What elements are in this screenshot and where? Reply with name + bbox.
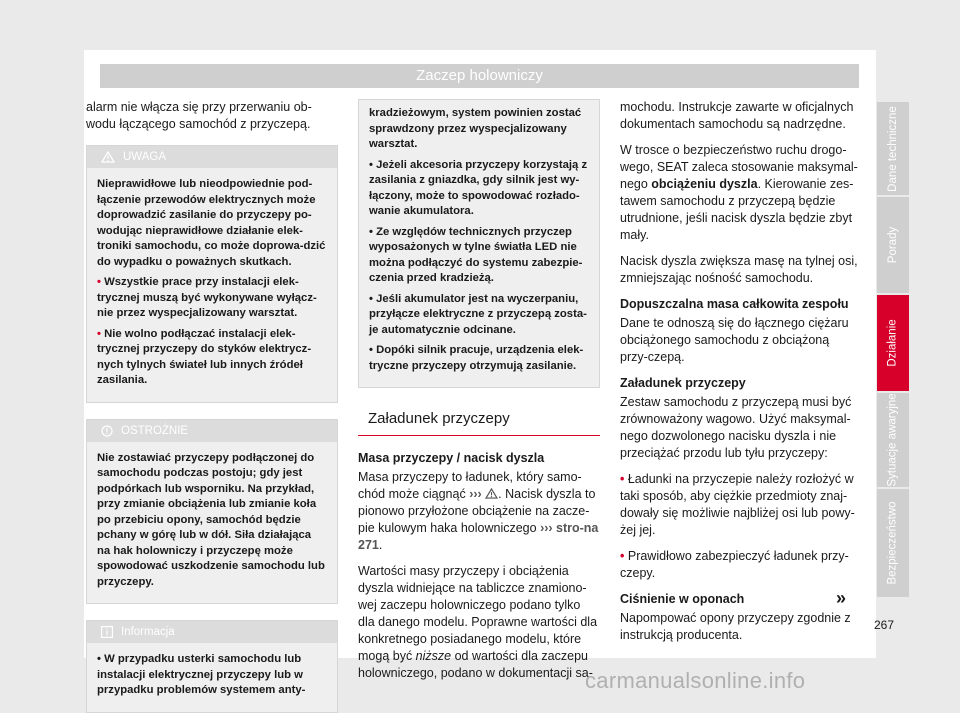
paragraph-loading: Zestaw samochodu z przyczepą musi być zrównoważony wagowo. Użyć maksymal-nego dozwolonego nacisku dyszla i nie przeciążać przodu lub tyłu przyczepy: [620,395,852,460]
subheading-trailer-mass: Masa przyczepy / nacisk dyszla [358,451,545,465]
page-reference-link[interactable]: ››› stro-na 271 [358,521,599,552]
loading-bullet: • Prawidłowo zabezpieczyć ładunek przy-czepy. [620,549,849,580]
column-1 [86,99,338,713]
info-continued-text: kradzieżowym, system powinien zostać sprawdzony przez wyspecjalizowany warsztat. [369,107,582,150]
bullet-icon: • [369,344,377,356]
intro-paragraph: alarm nie włącza się przy przerwaniu ob-wodu łączącego samochód z przyczepą. [86,100,312,131]
continue-mark: » [836,588,847,608]
bullet-icon: • [97,276,105,288]
bullet-icon: • [97,653,105,665]
watermark: carmanualsonline.info [585,668,806,693]
subheading-total-mass: Dopuszczalna masa całkowita zespołu [620,297,849,311]
warning-text: Nieprawidłowe lub nieodpowiednie pod-łączenie przewodów elektrycznych może doprowadzić zasilanie do przyczepy po-wodując nieprawidłowe działanie elek-troniki samochodu, co może doprowa-dzić do wypadku o poważnych skutkach. [97,178,326,268]
paragraph-axle: Nacisk dyszla zwiększa masę na tylnej osi, zmniejszając nośność samochodu. [620,254,858,285]
warning-triangle-icon [101,151,115,163]
bullet-icon: • [369,225,377,238]
section-title: Załadunek przyczepy [358,404,600,436]
tab-bezpieczenstwo[interactable]: Bezpieczeństwo [877,489,909,597]
paragraph-seat: W trosce o bezpieczeństwo ruchu drogo-wego, SEAT zaleca stosowanie maksymal-nego obciążeniu dyszla. Kierowanie zes-tawem samochodu z przyczepą będzie utrudnione, jeśli nacisk dyszla będzie zbyt mały. [620,143,858,242]
caution-box-header [87,420,337,442]
info-icon [101,626,113,638]
warning-box [86,145,338,403]
tab-porady[interactable]: Porady [877,197,909,293]
subheading-loading: Załadunek przyczepy [620,376,746,390]
tab-sytuacje-awaryjne[interactable]: Sytuacje awaryjne [877,393,909,487]
warning-bullet: • Wszystkie prace przy instalacji elek-trycznej muszą być wykonywane wyłącz-nie przez wyspecjalizowany warsztat. [97,276,317,319]
info-bullet: • W przypadku usterki samochodu lub instalacji elektrycznej przyczepy lub w przypadku problemów systemem anty- [97,653,306,696]
subheading-tire-pressure: Ciśnienie w oponach [620,592,745,606]
warning-triangle-icon [485,488,498,499]
bullet-icon: • [369,158,377,171]
column-3 [620,99,860,653]
caution-title: OSTROŻNIE [121,424,189,437]
bullet-icon: • [369,292,377,305]
info-title: Informacja [121,626,175,638]
tab-dzialanie[interactable]: Działanie [877,295,909,391]
page-number: 267 [874,618,895,632]
caution-text: Nie zostawiać przyczepy podłączonej do samochodu podczas postoju; gdy jest podpórkach lub wsporniku. Na przykład, przy zmianie obciążenia lub zmianie koła po przebiciu opony, samochód będzie pchany w górę lub w dół. Siła działająca na hak holowniczy i przyczepę może spowodować uszkodzenie samochodu lub przyczepy. [97,451,325,588]
warning-body [87,168,337,402]
emphasis-lower: niższe [415,649,452,663]
info-body [87,643,337,712]
warning-bullet: • Nie wolno podłączać instalacji elek-trycznej przyczepy do styków elektrycz-nych tylnych świateł lub innych źródeł zasilania. [97,327,312,386]
bullet-icon: • [97,327,105,340]
warning-box-header [87,146,337,168]
paragraph-values: Wartości masy przyczepy i obciążenia dyszla widniejące na tabliczce znamiono-wej zaczepu holowniczego podano tylko dla danego modelu. Poprawne wartości dla konkretnego posiadanego modelu, które mogą być niższe od wartości dla zaczepu holowniczego, podano w dokumentacji sa- [358,564,598,680]
info-body-continued [359,100,599,387]
paragraph-docs: mochodu. Instrukcje zawarte w oficjalnych dokumentach samochodu są nadrzędne. [620,100,854,131]
bold-term: obciążeniu dyszla [651,177,758,191]
info-box-header [87,621,337,643]
info-box [86,620,338,713]
info-bullet: • Dopóki silnik pracuje, urządzenia elek-tryczne przyczepy otrzymują zasilanie. [369,344,584,372]
paragraph-total-mass: Dane te odnoszą się do łącznego ciężaru obciążonego samochodu z obciążoną przy-czepą. [620,316,849,364]
warning-title: UWAGA [123,151,167,163]
exclamation-circle-icon [101,425,113,437]
tab-dane-techniczne[interactable]: Dane techniczne [877,102,909,195]
info-bullet: • Ze względów technicznych przyczep wyposażonych w tylne światła LED nie można podłączyć do systemu zabezpie-czenia przed kradzieżą. [369,225,583,284]
bullet-icon: • [620,472,628,486]
reference-arrow[interactable]: ››› [469,487,482,501]
paragraph-tire-pressure: Napompować opony przyczepy zgodnie z instrukcją producenta. [620,611,851,642]
caution-box [86,419,338,605]
info-bullet: • Jeśli akumulator jest na wyczerpaniu, przyłącze elektryczne z przyczepą zosta-je automatycznie odcinane. [369,292,587,336]
info-box-continued [358,99,600,388]
bullet-icon: • [620,549,628,563]
sidebar-tabs [877,102,909,599]
loading-bullet: • Ładunki na przyczepie należy rozłożyć w taki sposób, aby ciężkie przedmioty znaj-dowały się możliwie najbliżej osi lub powy-żej jej. [620,472,855,537]
page-header: Zaczep holowniczy [100,64,859,88]
column-2 [358,99,600,691]
paragraph-trailer-mass: Masa przyczepy to ładunek, który samo-chód może ciągnąć ››› . Nacisk dyszla to pionowo przyłożone obciążenie na zacze-pie kulowym haka holowniczego ››› stro-na 271. [358,470,599,552]
caution-body [87,442,337,604]
info-bullet: • Jeżeli akcesoria przyczepy korzystają z zasilania z gniazdka, gdy silnik jest wy-łączony, może to spowodować rozłado-wanie akumulatora. [369,158,588,217]
